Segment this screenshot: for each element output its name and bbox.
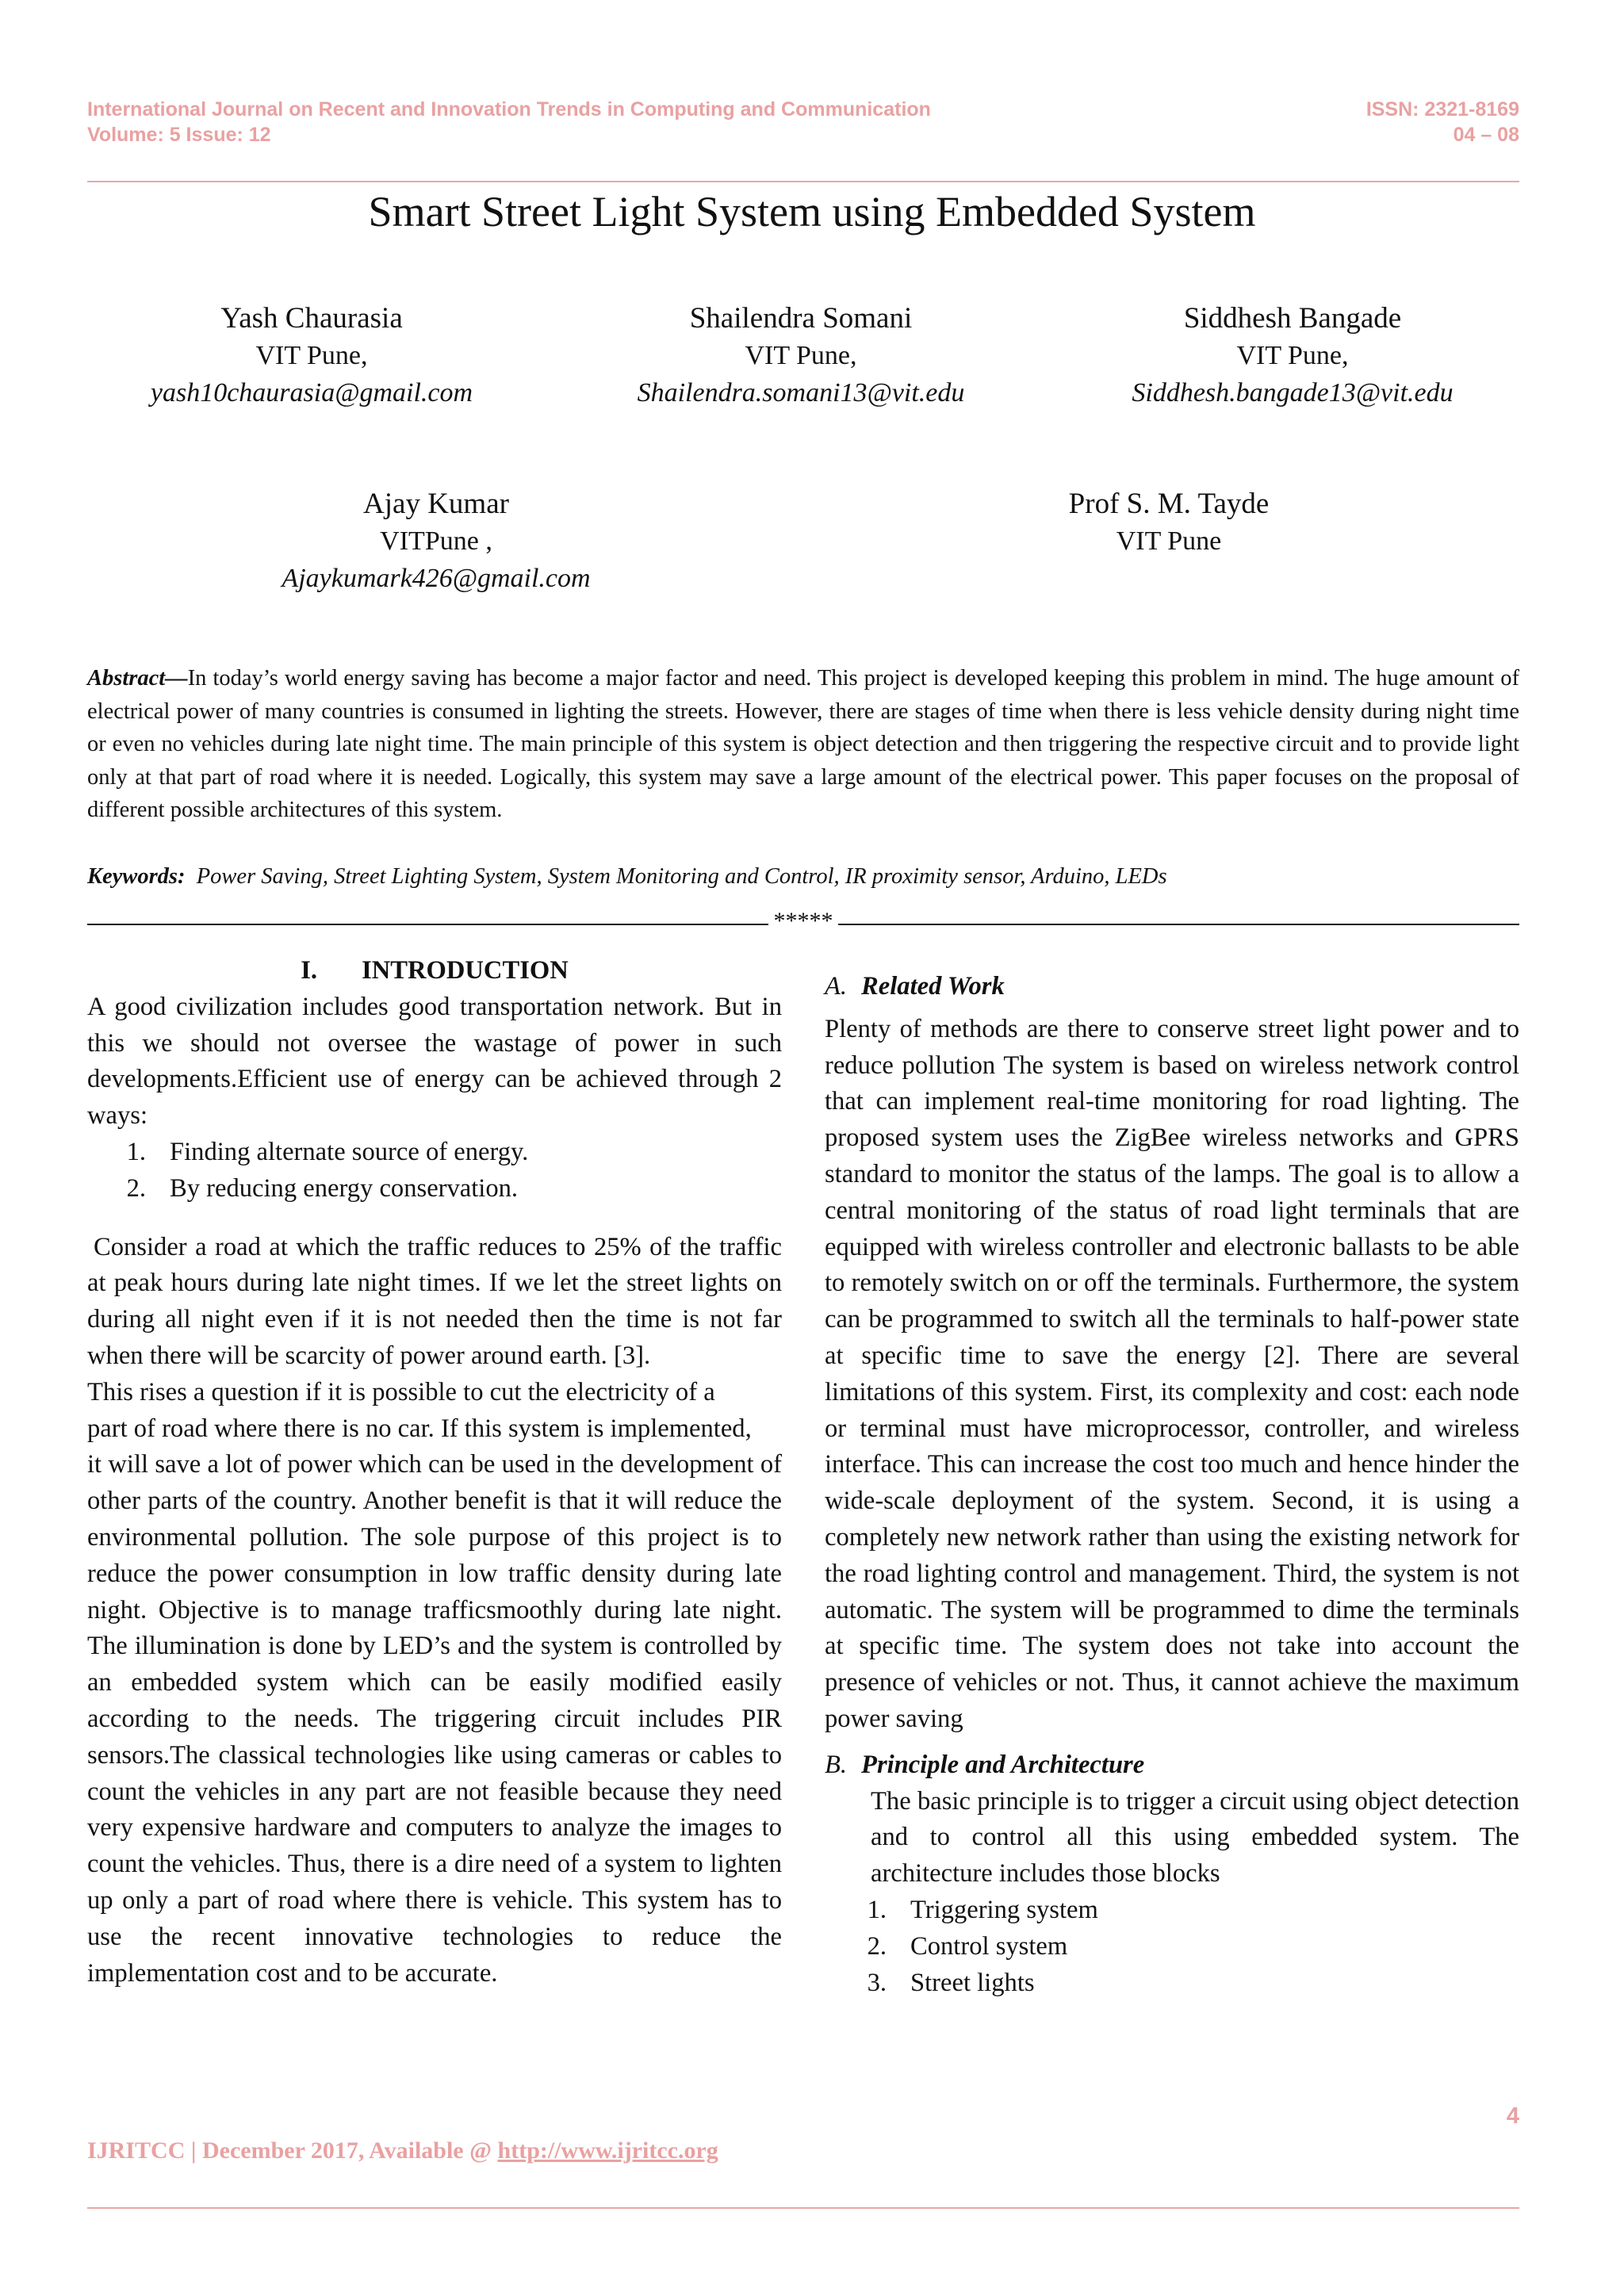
issn: ISSN: 2321-8169 — [1365, 98, 1519, 121]
issn-block — [1189, 97, 1519, 147]
paper-title: Smart Street Light System using Embedded System — [368, 188, 1256, 235]
list-text: Finding alternate source of energy. — [170, 1137, 529, 1166]
author-affiliation: VIT Pune, — [745, 341, 857, 370]
author-name: Shailendra Somani — [689, 302, 913, 335]
list-text: By reducing energy conservation. — [170, 1173, 519, 1203]
section-title: INTRODUCTION — [362, 956, 569, 985]
footer — [87, 2135, 718, 2167]
list-text: Triggering system — [910, 1895, 1098, 1924]
intro-paragraph: A good civilization includes good transportation network. But in this we should not oversee the wastage of power in such developments.Efficient use of energy can be achieved through 2 ways: — [87, 992, 782, 1131]
journal-name: International Journal on Recent and Innovation Trends in Computing and Communication — [87, 98, 931, 121]
abstract-text: In today’s world energy saving has become a major factor and need. This project is developed keeping this problem in mind. The huge amount of electrical power of many countries is consumed in lighting the streets. However, there are stages of time when there is less vehicle density during night time or even no vehicles during late night time. The main principle of this system is object detection and then triggering the respective circuit and to provide light only at that part of road where it is needed. Logically, this system may save a large amount of the electrical power. This paper focuses on the proposal of different possible architectures of this system. — [87, 666, 1519, 822]
page-number: 4 — [1506, 2103, 1519, 2129]
intro-paragraph: Consider a road at which the traffic reduces to 25% of the traffic at peak hours during late night times. If we let the street lights on during all night even if it is not needed then the time is not far when there will be scarcity of power around earth. [3]. — [87, 1232, 782, 1370]
author-email: Shailendra.somani13@vit.edu — [637, 378, 965, 408]
list-text: Street lights — [910, 1968, 1035, 1997]
footer-text: IJRITCC | December 2017, Available @ — [87, 2137, 498, 2164]
keywords — [87, 861, 1519, 893]
left-column — [87, 953, 782, 1992]
author-block — [113, 300, 510, 411]
journal-header — [87, 97, 931, 147]
intro-paragraph: it will save a lot of power which can be used in the development of other parts of the country. Another benefit is that it will reduce the environmental pollution. The sole purpose of this project is to reduce the power consumption in low traffic density during late night. Objective is to manage trafficsmoothly during late night. The illumination is done by LED’s and the system is controlled by an embedded system which can be easily modified easily according to the needs. The triggering circuit includes PIR sensors.The classical technologies like using cameras or cables to count the vehicles in any part are not feasible because they need very expensive hardware and computers to analyze the images to count the vehicles. Thus, there is a dire need of a system to lighten up only a part of road where there is vehicle. This system has to use the recent innovative technologies to reduce the implementation cost and to be accurate. — [87, 1450, 782, 1988]
volume-issue: Volume: 5 Issue: 12 — [87, 124, 271, 146]
list-number: 1. — [126, 1137, 146, 1166]
header-rule — [87, 181, 1519, 182]
section-number: I. — [301, 956, 318, 985]
author-block — [1094, 300, 1491, 411]
author-affiliation: VITPune , — [380, 526, 492, 556]
separator-line-left — [87, 924, 768, 925]
list-number: 3. — [867, 1968, 887, 1997]
author-email: yash10chaurasia@gmail.com — [150, 378, 473, 408]
subsection-title: Related Work — [861, 972, 1005, 1001]
related-work-paragraph: Plenty of methods are there to conserve street light power and to reduce pollution The system is based on wireless network control that can implement real-time monitoring for road lighting. The proposed system uses the ZigBee wireless networks and GPRS standard to monitor the status of the lamps. The goal is to allow a central monitoring of the status of road light terminals that are equipped with wireless controller and electronic ballasts to be able to remotely switch on or off the terminals. Furthermore, the system can be programmed to switch all the terminals to half-power state at specific time to save the energy [2]. There are several limitations of this system. First, its complexity and cost: each node or terminal must have microprocessor, controller, and wireless interface. This can increase the cost too much and hence hinder the wide-scale deployment of the system. Second, it is using a completely new network rather than using the existing network for the road lighting control and management. Third, the system is not automatic. The system will be programmed to dime the terminals at specific time. The system does not take into account the presence of vehicles or not. Thus, it cannot achieve the maximum power saving — [825, 1014, 1519, 1733]
subsection-title: Principle and Architecture — [861, 1750, 1145, 1779]
list-number: 2. — [867, 1931, 887, 1961]
author-affiliation: VIT Pune, — [1236, 341, 1349, 370]
author-name: Yash Chaurasia — [220, 302, 403, 335]
list-item — [855, 1929, 1519, 1965]
introduction-heading — [87, 953, 782, 989]
author-block — [587, 300, 1015, 411]
principle-paragraph: The basic principle is to trigger a circuit using object detection and to control all this using embedded system. The architecture includes those blocks — [871, 1786, 1519, 1888]
separator-stars: ***** — [773, 908, 833, 934]
architecture-list — [825, 1892, 1519, 2001]
list-item — [114, 1135, 782, 1171]
principle-heading — [825, 1747, 1519, 1784]
list-item — [855, 1965, 1519, 2002]
list-number: 1. — [867, 1895, 887, 1924]
abstract-label: Abstract— — [87, 666, 188, 691]
page-range: 04 – 08 — [1453, 124, 1519, 146]
author-affiliation: VIT Pune, — [255, 341, 368, 370]
footer-rule — [87, 2207, 1519, 2209]
subsection-letter: B. — [825, 1750, 848, 1779]
journal-website-link[interactable]: http://www.ijritcc.org — [497, 2137, 718, 2164]
author-block — [238, 485, 634, 597]
intro-list — [87, 1135, 782, 1207]
author-affiliation: VIT Pune — [1116, 526, 1222, 556]
author-name: Prof S. M. Tayde — [1068, 488, 1270, 520]
list-text: Control system — [910, 1931, 1068, 1961]
keywords-label: Keywords: — [87, 864, 186, 889]
author-email: Siddhesh.bangade13@vit.edu — [1132, 378, 1454, 408]
keywords-text: Power Saving, Street Lighting System, System Monitoring and Control, IR proximity sensor, Arduino, LEDs — [196, 864, 1167, 889]
section-separator — [87, 905, 1519, 937]
right-column — [825, 969, 1519, 2001]
intro-paragraph: This rises a question if it is possible to cut the electricity of a — [87, 1377, 715, 1406]
related-work-heading — [825, 969, 1519, 1005]
separator-line-right — [838, 924, 1519, 925]
subsection-letter: A. — [825, 972, 848, 1001]
author-name: Siddhesh Bangade — [1183, 302, 1402, 335]
list-number: 2. — [126, 1173, 146, 1203]
author-name: Ajay Kumar — [363, 488, 509, 520]
abstract — [87, 662, 1519, 827]
list-item — [855, 1892, 1519, 1929]
intro-paragraph: part of road where there is no car. If this system is implemented, — [87, 1414, 752, 1443]
author-email: Ajaykumark426@gmail.com — [282, 564, 591, 593]
list-item — [114, 1171, 782, 1207]
author-block — [971, 485, 1367, 560]
